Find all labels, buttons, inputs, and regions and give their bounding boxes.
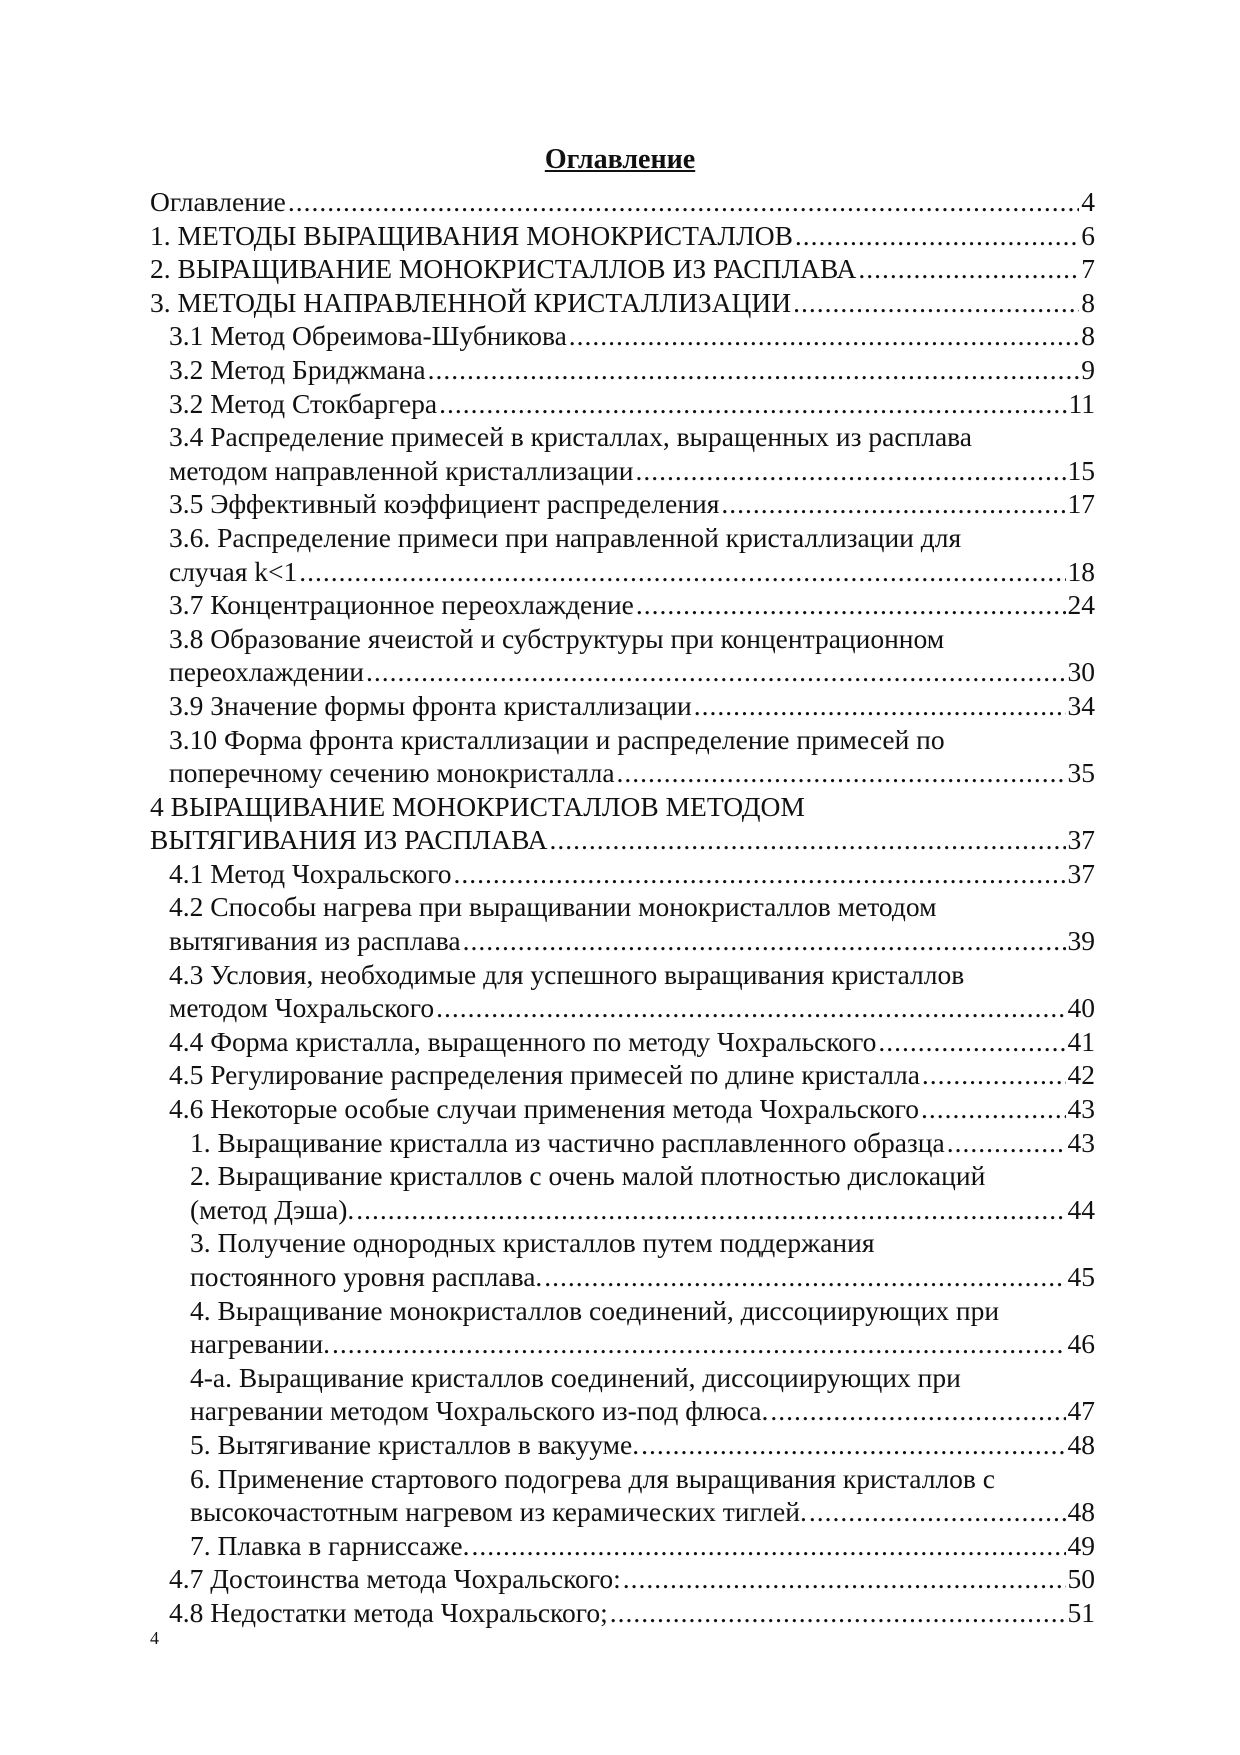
- toc-entry-text: 3. Получение однородных кристаллов путем поддержания: [190, 1227, 875, 1259]
- dot-leader: [463, 924, 1066, 958]
- toc-page-number: 24: [1067, 589, 1095, 621]
- toc-page-number: 46: [1067, 1328, 1095, 1360]
- dot-leader: [793, 286, 1079, 320]
- toc-entry-text: 4-а. Выращивание кристаллов соединений, диссоциирующих при: [190, 1361, 961, 1393]
- toc-entry-text: случая k<1: [169, 555, 298, 587]
- dot-leader: [299, 555, 1065, 589]
- toc-entry[interactable]: [169, 387, 1095, 421]
- dot-leader: [858, 252, 1079, 286]
- toc-entry-text: 4.7 Достоинства метода Чохральского:: [169, 1563, 621, 1595]
- dot-leader: [617, 756, 1066, 790]
- dot-leader: [550, 823, 1066, 857]
- toc-entry-text: 4. Выращивание монокристаллов соединений, диссоциирующих при: [190, 1294, 1000, 1326]
- toc-page-number: 35: [1067, 757, 1095, 789]
- dot-leader: [641, 1428, 1065, 1462]
- dot-leader: [472, 1529, 1066, 1563]
- toc-page-number: 48: [1067, 1428, 1095, 1460]
- toc-entry-text: 4.6 Некоторые особые случаи применения метода Чохральского: [169, 1093, 920, 1125]
- toc-page-number: 49: [1067, 1529, 1095, 1561]
- dot-leader: [366, 655, 1066, 689]
- page-title: Оглавление: [544, 144, 696, 175]
- dot-leader: [569, 319, 1079, 353]
- toc-entry-text: 3. МЕТОДЫ НАПРАВЛЕННОЙ КРИСТАЛЛИЗАЦИИ: [150, 286, 792, 318]
- toc-entry[interactable]: [150, 286, 1095, 320]
- toc-entry[interactable]: [169, 319, 1095, 353]
- dot-leader: [544, 1260, 1065, 1294]
- toc-entry-text: (метод Дэша).: [190, 1193, 355, 1225]
- toc-entry[interactable]: [169, 1025, 1095, 1059]
- toc-page-number: 48: [1067, 1496, 1095, 1528]
- toc-page-number: 8: [1081, 320, 1095, 352]
- toc-page-number: 7: [1081, 253, 1095, 285]
- toc-entry[interactable]: [169, 487, 1095, 521]
- dot-leader: [921, 1092, 1065, 1126]
- table-of-contents: [150, 185, 1095, 1630]
- toc-entry[interactable]: [190, 1361, 1095, 1428]
- toc-entry[interactable]: [169, 420, 1095, 487]
- toc-entry[interactable]: [169, 1562, 1095, 1596]
- toc-entry[interactable]: [190, 1226, 1095, 1293]
- toc-entry[interactable]: [190, 1428, 1095, 1462]
- dot-leader: [453, 857, 1065, 891]
- dot-leader: [288, 185, 1079, 219]
- toc-entry-text: 3.2 Метод Бриджмана: [169, 353, 426, 385]
- toc-page-number: 37: [1067, 857, 1095, 889]
- toc-entry-text: 4.4 Форма кристалла, выращенного по методу Чохральского: [169, 1025, 877, 1057]
- toc-entry-text: 2. Выращивание кристаллов с очень малой плотностью дислокаций: [190, 1160, 986, 1192]
- toc-page-number: 39: [1067, 925, 1095, 957]
- dot-leader: [610, 1596, 1066, 1630]
- toc-entry[interactable]: [190, 1126, 1095, 1160]
- toc-entry-text: 3.1 Метод Обреимова-Шубникова: [169, 320, 567, 352]
- toc-entry[interactable]: [169, 1092, 1095, 1126]
- toc-page-number: 43: [1067, 1093, 1095, 1125]
- dot-leader: [947, 1126, 1066, 1160]
- toc-entry[interactable]: [169, 958, 1095, 1025]
- toc-entry[interactable]: [169, 890, 1095, 957]
- toc-entry[interactable]: [169, 1596, 1095, 1630]
- toc-entry-text: Оглавление: [150, 186, 286, 217]
- toc-entry[interactable]: [169, 689, 1095, 723]
- toc-entry-text: 4 ВЫРАЩИВАНИЕ МОНОКРИСТАЛЛОВ МЕТОДОМ: [150, 790, 805, 822]
- toc-entry-text: 4.2 Способы нагрева при выращивании монокристаллов методом: [169, 891, 937, 923]
- toc-entry-text: нагревании.: [190, 1328, 331, 1360]
- dot-leader: [922, 1058, 1066, 1092]
- toc-entry-text: поперечному сечению монокристалла: [169, 757, 615, 789]
- page-number: 4: [150, 1628, 159, 1648]
- dot-leader: [795, 219, 1079, 253]
- toc-page-number: 8: [1081, 286, 1095, 318]
- dot-leader: [694, 689, 1066, 723]
- toc-entry-text: 3.8 Образование ячеистой и субструктуры при концентрационном: [169, 622, 945, 654]
- toc-entry[interactable]: [169, 723, 1095, 790]
- toc-entry-text: 2. ВЫРАЩИВАНИЕ МОНОКРИСТАЛЛОВ ИЗ РАСПЛАВА: [150, 253, 857, 285]
- toc-entry[interactable]: [150, 219, 1095, 253]
- toc-entry-text: вытягивания из расплава: [169, 925, 461, 957]
- toc-entry-text: 7. Плавка в гарниссаже.: [190, 1529, 470, 1561]
- toc-entry[interactable]: [150, 185, 1095, 219]
- toc-page-number: 6: [1081, 219, 1095, 251]
- toc-entry[interactable]: [169, 353, 1095, 387]
- toc-page-number: 51: [1067, 1596, 1095, 1628]
- toc-entry-text: 5. Вытягивание кристаллов в вакууме.: [190, 1428, 640, 1460]
- toc-page-number: 30: [1067, 656, 1095, 688]
- dot-leader: [809, 1495, 1066, 1529]
- toc-entry-text: 4.8 Недостатки метода Чохральского;: [169, 1596, 608, 1628]
- toc-page-number: 50: [1067, 1563, 1095, 1595]
- toc-page-number: 43: [1067, 1126, 1095, 1158]
- toc-page-number: 41: [1067, 1025, 1095, 1057]
- toc-entry[interactable]: [190, 1294, 1095, 1361]
- toc-entry[interactable]: [150, 252, 1095, 286]
- toc-entry-text: 1. МЕТОДЫ ВЫРАЩИВАНИЯ МОНОКРИСТАЛЛОВ: [150, 219, 793, 251]
- toc-page-number: 37: [1067, 824, 1095, 856]
- dot-leader: [428, 353, 1080, 387]
- toc-entry-text: методом Чохральского: [169, 992, 435, 1024]
- toc-entry[interactable]: [190, 1529, 1095, 1563]
- toc-entry[interactable]: [150, 790, 1095, 857]
- toc-entry[interactable]: [169, 521, 1095, 588]
- toc-entry-text: 6. Применение стартового подогрева для выращивания кристаллов с: [190, 1462, 995, 1494]
- dot-leader: [436, 991, 1065, 1025]
- toc-page-number: 17: [1067, 488, 1095, 520]
- toc-entry-text: высокочастотным нагревом из керамических тиглей.: [190, 1496, 807, 1528]
- dot-leader: [636, 454, 1066, 488]
- toc-page-number: 18: [1067, 555, 1095, 587]
- toc-page-number: 11: [1068, 387, 1095, 419]
- toc-entry-text: 4.1 Метод Чохральского: [169, 857, 452, 889]
- dot-leader: [878, 1025, 1065, 1059]
- toc-entry[interactable]: [169, 1058, 1095, 1092]
- toc-page-number: 42: [1067, 1059, 1095, 1091]
- dot-leader: [439, 387, 1066, 421]
- dot-leader: [332, 1327, 1065, 1361]
- dot-leader: [623, 1562, 1066, 1596]
- toc-page-number: 47: [1067, 1395, 1095, 1427]
- toc-entry-text: 3.5 Эффективный коэффициент распределения: [169, 488, 720, 520]
- toc-page-number: 15: [1067, 454, 1095, 486]
- toc-entry-text: переохлаждении: [169, 656, 364, 688]
- toc-entry[interactable]: [169, 622, 1095, 689]
- toc-entry[interactable]: [190, 1159, 1095, 1226]
- toc-entry-text: 1. Выращивание кристалла из частично расплавленного образца: [190, 1126, 945, 1158]
- toc-entry-text: 3.10 Форма фронта кристаллизации и распределение примесей по: [169, 723, 945, 755]
- toc-entry-text: 3.9 Значение формы фронта кристаллизации: [169, 689, 692, 721]
- toc-page-number: 9: [1081, 353, 1095, 385]
- toc-entry-text: 4.5 Регулирование распределения примесей по длине кристалла: [169, 1059, 920, 1091]
- toc-entry-text: 4.3 Условия, необходимые для успешного выращивания кристаллов: [169, 958, 965, 990]
- dot-leader: [636, 588, 1066, 622]
- toc-entry[interactable]: [169, 588, 1095, 622]
- toc-page-number: 45: [1067, 1261, 1095, 1292]
- toc-page-number: 4: [1081, 186, 1095, 217]
- toc-page-number: 40: [1067, 992, 1095, 1024]
- toc-entry-text: методом направленной кристаллизации: [169, 454, 634, 486]
- dot-leader: [770, 1394, 1065, 1428]
- toc-entry-text: нагревании методом Чохральского из-под флюса.: [190, 1395, 769, 1427]
- toc-entry-text: постоянного уровня расплава.: [190, 1261, 543, 1292]
- toc-entry-text: ВЫТЯГИВАНИЯ ИЗ РАСПЛАВА: [150, 824, 548, 856]
- dot-leader: [721, 487, 1065, 521]
- toc-entry-text: 3.4 Распределение примесей в кристаллах, выращенных из расплава: [169, 421, 972, 453]
- toc-entry-text: 3.7 Концентрационное переохлаждение: [169, 589, 634, 621]
- toc-page-number: 34: [1067, 689, 1095, 721]
- toc-entry-text: 3.6. Распределение примеси при направленной кристаллизации для: [169, 521, 962, 553]
- toc-entry-text: 3.2 Метод Стокбаргера: [169, 387, 438, 419]
- toc-entry[interactable]: [190, 1462, 1095, 1529]
- toc-entry[interactable]: [169, 857, 1095, 891]
- toc-page-number: 44: [1067, 1193, 1095, 1225]
- dot-leader: [356, 1193, 1065, 1227]
